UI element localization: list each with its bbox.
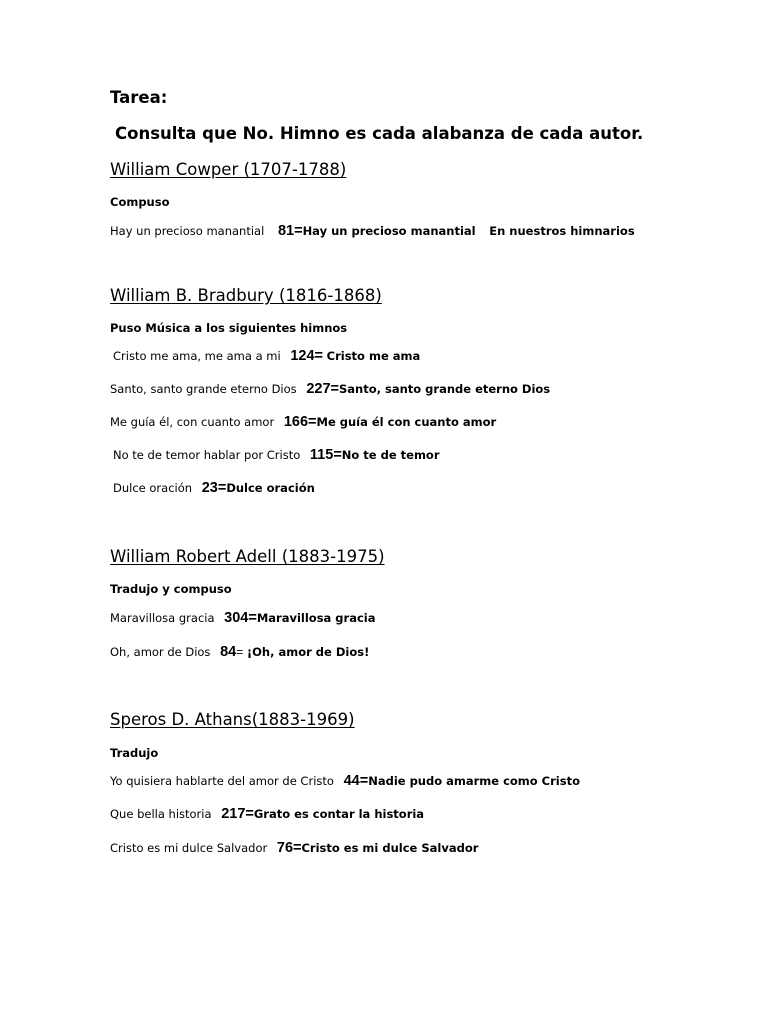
hymn-line: [110, 840, 478, 856]
hymn-original: Que bella historia: [110, 807, 212, 821]
hymn-title: Nadie pudo amarme como Cristo: [368, 774, 580, 788]
equals-sign: =: [245, 806, 254, 822]
hymn-original: Maravillosa gracia: [110, 611, 215, 625]
equals-sign: =: [217, 480, 227, 496]
hymn-title: Cristo me ama: [326, 349, 421, 363]
hymn-title: Cristo es mi dulce Salvador: [301, 841, 479, 855]
author-role: Puso Música a los siguientes himnos: [110, 321, 348, 335]
hymn-line: [110, 644, 369, 660]
equals-sign: =: [314, 348, 323, 364]
hymn-original: Me guía él, con cuanto amor: [110, 415, 275, 429]
hymn-line: [110, 381, 550, 397]
equals-sign: =: [293, 840, 302, 856]
hymn-line: [110, 610, 376, 626]
hymn-line: [113, 447, 440, 463]
hymn-number: 115: [309, 447, 334, 463]
equals-sign: =: [333, 447, 342, 463]
hymn-line: [110, 223, 635, 239]
hymn-title: Santo, santo grande eterno Dios: [338, 382, 551, 396]
hymn-number: 81: [277, 223, 295, 239]
hymn-line: [110, 773, 580, 789]
hymn-number: 227: [306, 381, 331, 397]
hymn-number: 44: [343, 773, 360, 789]
hymn-title: ¡Oh, amor de Dios!: [246, 645, 370, 659]
hymn-number: 84: [220, 644, 237, 660]
equals-sign: =: [359, 773, 369, 789]
hymn-number: 76: [276, 840, 294, 856]
hymn-original: Yo quisiera hablarte del amor de Cristo: [110, 774, 334, 788]
equals-sign: =: [330, 381, 339, 397]
hymn-note: En nuestros himnarios: [489, 224, 635, 238]
hymn-original: Santo, santo grande eterno Dios: [110, 382, 297, 396]
hymn-line: [113, 348, 420, 364]
author-role: Tradujo y compuso: [110, 582, 232, 596]
equals-sign: =: [236, 645, 244, 659]
hymn-original: No te de temor hablar por Cristo: [113, 448, 301, 462]
hymn-title: No te de temor: [341, 448, 440, 462]
hymn-title: Dulce oración: [226, 481, 315, 495]
equals-sign: =: [248, 610, 257, 626]
hymn-line: [110, 414, 496, 430]
author-role: Tradujo: [110, 746, 159, 760]
hymn-original: Hay un precioso manantial: [110, 224, 265, 238]
hymn-line: [113, 480, 315, 496]
author-heading: William Robert Adell (1883-1975): [110, 547, 385, 566]
hymn-number: 124: [290, 348, 315, 364]
hymn-number: 166: [283, 414, 309, 430]
hymn-original: Oh, amor de Dios: [110, 645, 211, 659]
hymn-title: Maravillosa gracia: [256, 611, 376, 625]
hymn-line: [110, 806, 424, 822]
task-instruction: Consulta que No. Himno es cada alabanza de cada autor.: [115, 124, 644, 143]
hymn-original: Dulce oración: [113, 481, 193, 495]
hymn-original: Cristo me ama, me ama a mi: [113, 349, 281, 363]
equals-sign: =: [294, 223, 303, 239]
author-heading: William B. Bradbury (1816-1868): [110, 286, 382, 305]
task-heading: Tarea:: [110, 88, 168, 107]
hymn-original: Cristo es mi dulce Salvador: [110, 841, 268, 855]
author-heading: William Cowper (1707-1788): [110, 160, 347, 179]
hymn-number: 304: [224, 610, 249, 626]
author-heading: Speros D. Athans(1883-1969): [110, 710, 355, 729]
hymn-title: Me guía él con cuanto amor: [316, 415, 497, 429]
hymn-number: 23: [201, 480, 218, 496]
hymn-number: 217: [221, 806, 246, 822]
hymn-title: Grato es contar la historia: [253, 807, 425, 821]
equals-sign: =: [308, 414, 317, 430]
author-role: Compuso: [110, 195, 170, 209]
hymn-title: Hay un precioso manantial: [302, 224, 476, 238]
